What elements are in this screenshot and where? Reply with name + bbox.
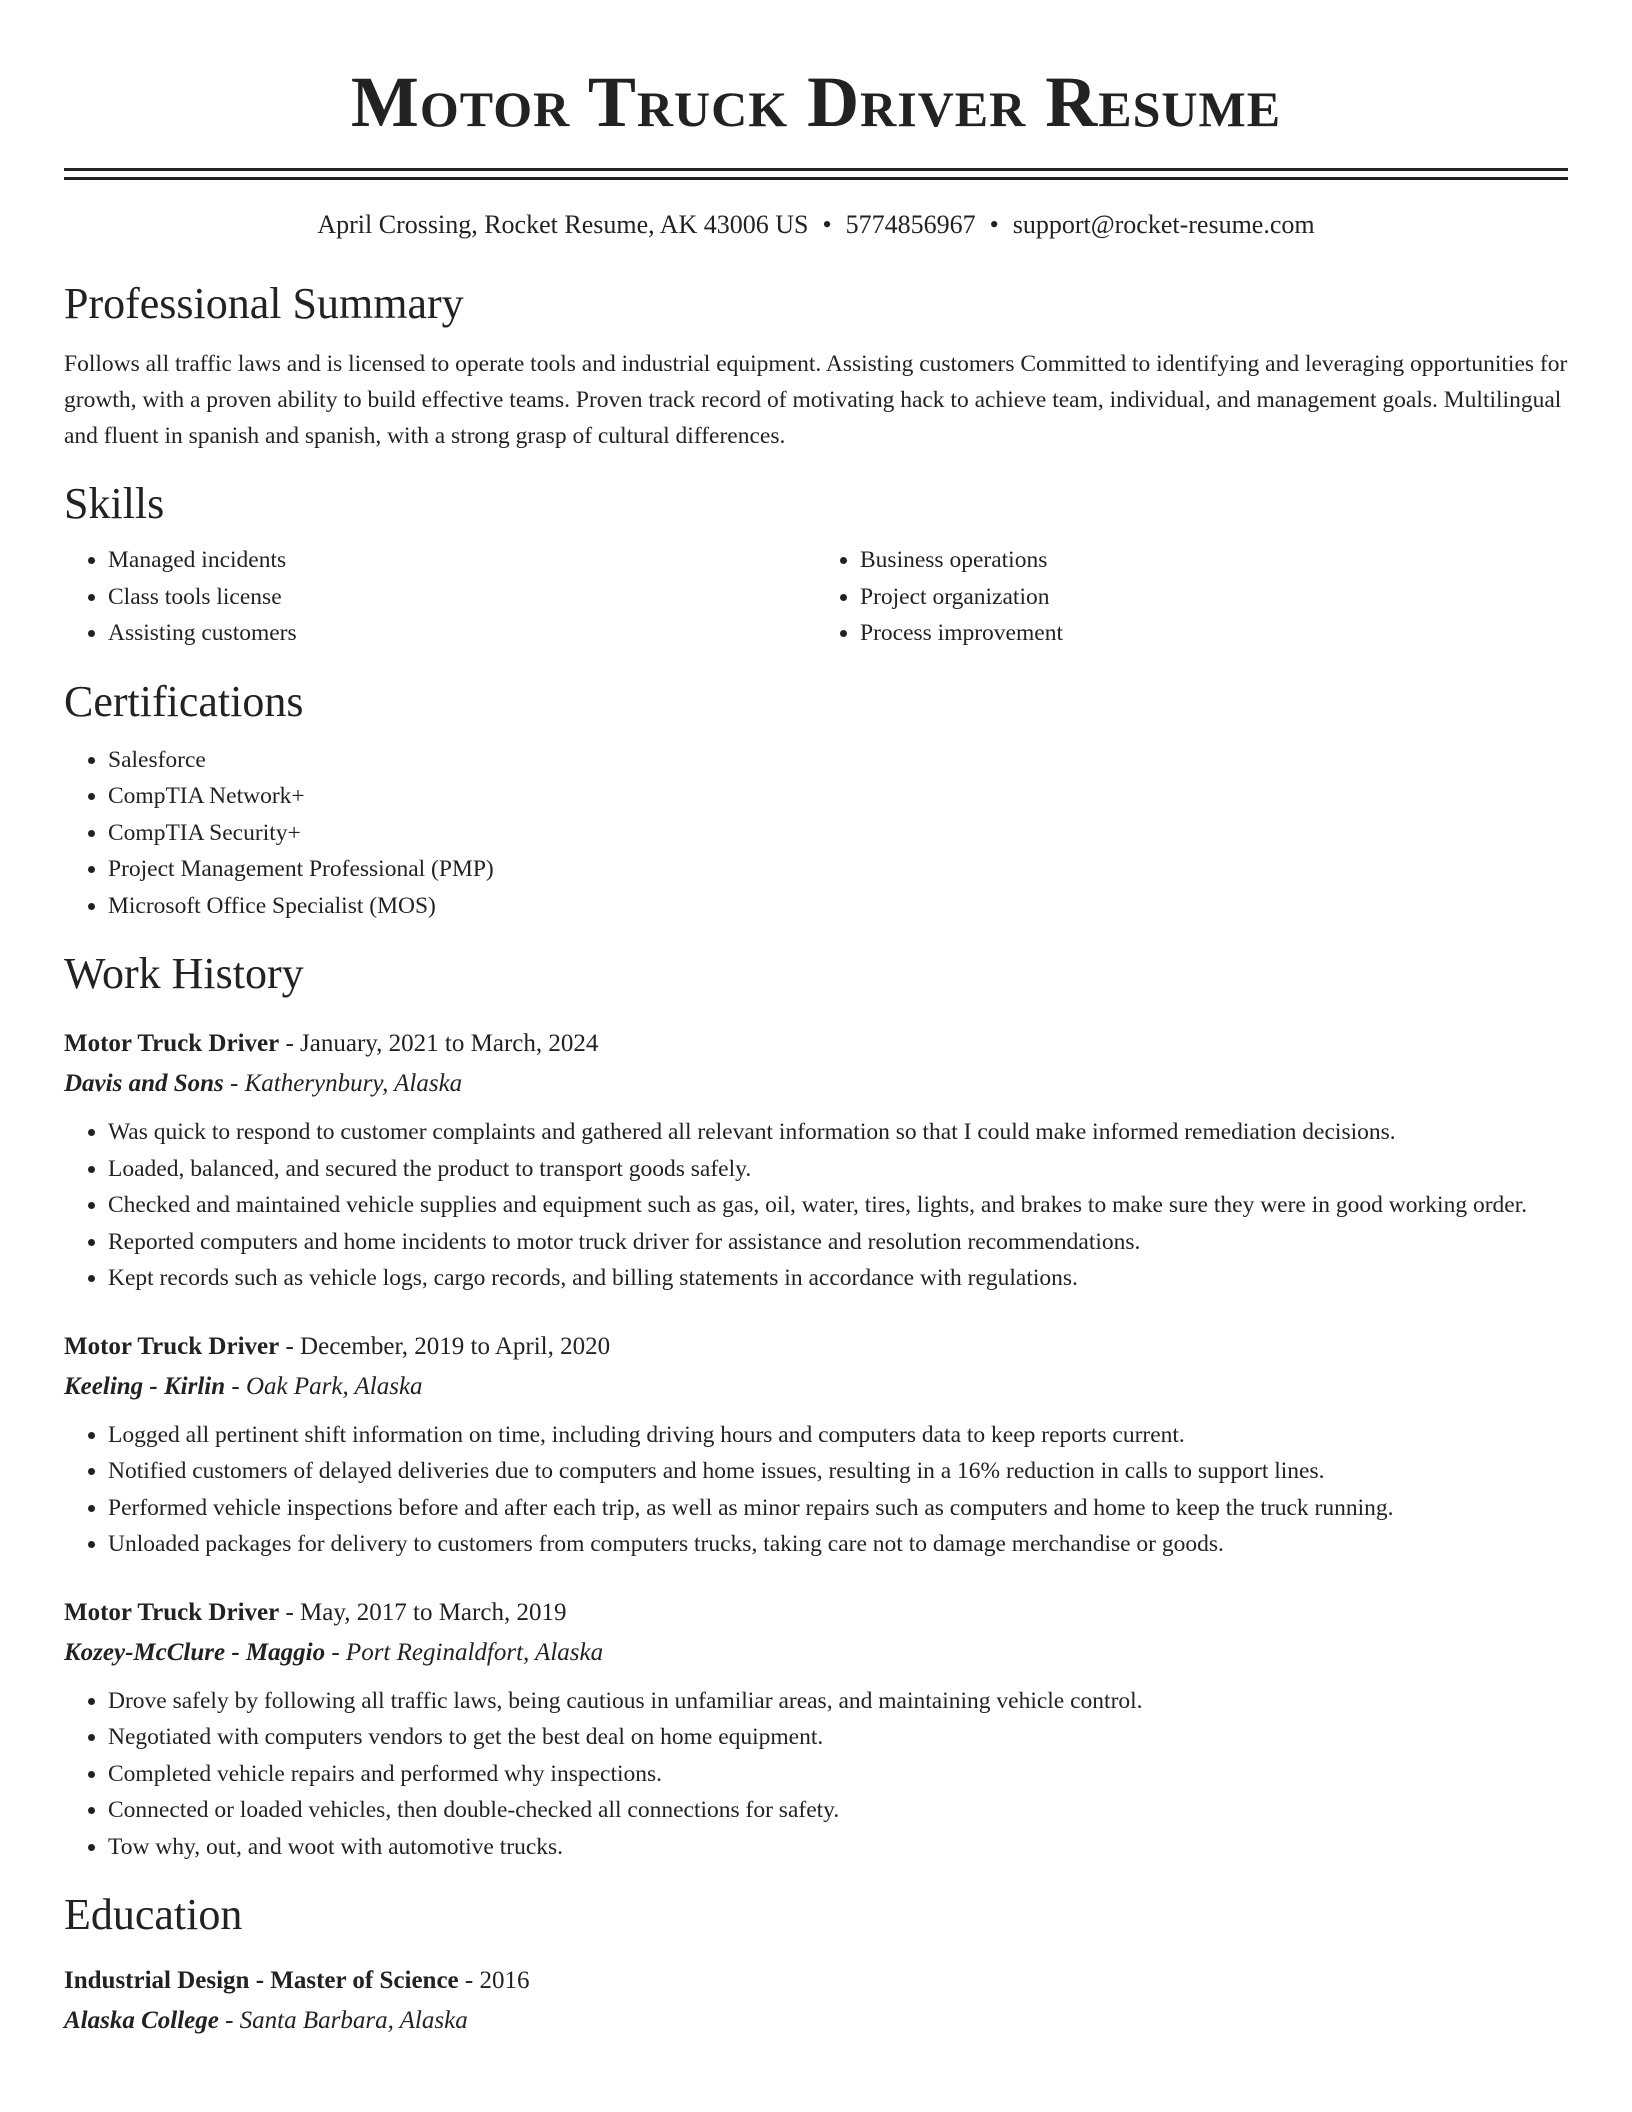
certifications-heading: Certifications [64, 676, 304, 726]
contact-separator: • [822, 210, 832, 239]
job-title: Motor Truck Driver [64, 1598, 280, 1626]
list-item: • Reported computers and home incidents to motor truck driver for assistance and resolution recommendations. [108, 1224, 1568, 1261]
certifications-list [64, 742, 1568, 925]
list-item: • CompTIA Security+ [108, 815, 1568, 852]
list-item: • Unloaded packages for delivery to customers from computers trucks, taking care not to damage merchandise or goods. [108, 1526, 1568, 1563]
education-entry [64, 1961, 1568, 2041]
company-location: - Katherynbury, Alaska [223, 1070, 463, 1097]
company-name: Davis and Sons [64, 1070, 224, 1097]
title-rule-bottom [64, 177, 1568, 180]
title-rule-top [64, 168, 1568, 171]
work-history-section [64, 946, 1568, 1865]
company-name: Kozey-McClure - Maggio [64, 1638, 326, 1666]
job-entry [64, 1327, 1568, 1563]
education-section [64, 1887, 1568, 2041]
list-item: • Performed vehicle inspections before and after each trip, as well as minor repairs such as computers and home to keep the truck running. [108, 1490, 1568, 1527]
list-item: • Salesforce [108, 742, 1568, 779]
list-item: • Checked and maintained vehicle supplies and equipment such as gas, oil, water, tires, lights, and brakes to make sure they were in good working order. [108, 1187, 1568, 1224]
list-item: • Process improvement [860, 615, 1568, 652]
company-line [64, 1367, 1568, 1407]
skills-list-left [64, 542, 816, 652]
summary-text: Follows all traffic laws and is licensed to operate tools and industrial equipment. Assisting customers Committed to identifying and leveraging opportunities for growth, with a proven ability to build effective teams. Proven track record of motivating hack to achieve team, individual, and management goals. Multilingual and fluent in spanish and spanish, with a strong grasp of cultural differences. [64, 351, 1568, 449]
contact-phone: 5774856967 [845, 210, 976, 239]
skills-section [64, 476, 1568, 652]
job-bullets [64, 1683, 1568, 1866]
job-title-line [64, 1327, 1568, 1367]
skills-heading: Skills [64, 479, 165, 528]
school-line [64, 2001, 1568, 2041]
company-name: Keeling - Kirlin [64, 1372, 226, 1400]
list-item: • Notified customers of delayed deliveries due to computers and home issues, resulting in a 16% reduction in calls to support lines. [108, 1453, 1568, 1490]
job-title: Motor Truck Driver [64, 1332, 280, 1360]
job-dates: - January, 2021 to March, 2024 [279, 1030, 599, 1057]
skills-columns [64, 542, 1568, 652]
job-entry [64, 1024, 1568, 1297]
job-bullets [64, 1114, 1568, 1297]
skills-list-right [816, 542, 1568, 652]
contact-email: support@rocket-resume.com [1012, 210, 1315, 239]
list-item: • Kept records such as vehicle logs, cargo records, and billing statements in accordance with regulations. [108, 1260, 1568, 1297]
list-item: • Class tools license [108, 579, 816, 616]
list-item: • Logged all pertinent shift information on time, including driving hours and computers data to keep reports current. [108, 1417, 1568, 1454]
summary-section [64, 276, 1568, 454]
job-dates: - May, 2017 to March, 2019 [279, 1598, 567, 1626]
job-dates: - December, 2019 to April, 2020 [279, 1332, 611, 1360]
school-name: Alaska College [64, 2007, 219, 2034]
company-line [64, 1064, 1568, 1104]
company-location: - Port Reginaldfort, Alaska [325, 1638, 604, 1666]
list-item: • Project organization [860, 579, 1568, 616]
company-location: - Oak Park, Alaska [225, 1372, 423, 1400]
job-title-line [64, 1593, 1568, 1633]
resume-title: Motor Truck Driver Resume [350, 62, 1282, 142]
contact-line [64, 208, 1568, 242]
list-item: • Drove safely by following all traffic laws, being cautious in unfamiliar areas, and maintaining vehicle control. [108, 1683, 1568, 1720]
job-bullets [64, 1417, 1568, 1563]
list-item: • Managed incidents [108, 542, 816, 579]
list-item: • Microsoft Office Specialist (MOS) [108, 888, 1568, 925]
school-location: - Santa Barbara, Alaska [218, 2007, 468, 2034]
list-item: • Connected or loaded vehicles, then double-checked all connections for safety. [108, 1792, 1568, 1829]
education-heading: Education [64, 1890, 243, 1939]
job-title-line [64, 1024, 1568, 1064]
list-item: • Tow why, out, and woot with automotive trucks. [108, 1829, 1568, 1866]
work-history-heading: Work History [64, 949, 304, 998]
job-title: Motor Truck Driver [64, 1030, 280, 1057]
summary-heading: Professional Summary [64, 279, 464, 328]
contact-address: April Crossing, Rocket Resume, AK 43006 US [317, 210, 809, 239]
contact-separator: • [989, 210, 999, 239]
job-entry [64, 1593, 1568, 1866]
list-item: • Negotiated with computers vendors to get the best deal on home equipment. [108, 1719, 1568, 1756]
list-item: • Completed vehicle repairs and performed why inspections. [108, 1756, 1568, 1793]
list-item: • Loaded, balanced, and secured the product to transport goods safely. [108, 1151, 1568, 1188]
company-line [64, 1633, 1568, 1673]
list-item: • Was quick to respond to customer complaints and gathered all relevant information so that I could make informed remediation decisions. [108, 1114, 1568, 1151]
list-item: • Business operations [860, 542, 1568, 579]
degree-line [64, 1961, 1568, 2001]
list-item: • CompTIA Network+ [108, 778, 1568, 815]
list-item: • Assisting customers [108, 615, 816, 652]
list-item: • Project Management Professional (PMP) [108, 851, 1568, 888]
degree-name: Industrial Design - Master of Science [64, 1967, 459, 1994]
certifications-section [64, 674, 1568, 925]
degree-year: - 2016 [458, 1967, 530, 1994]
